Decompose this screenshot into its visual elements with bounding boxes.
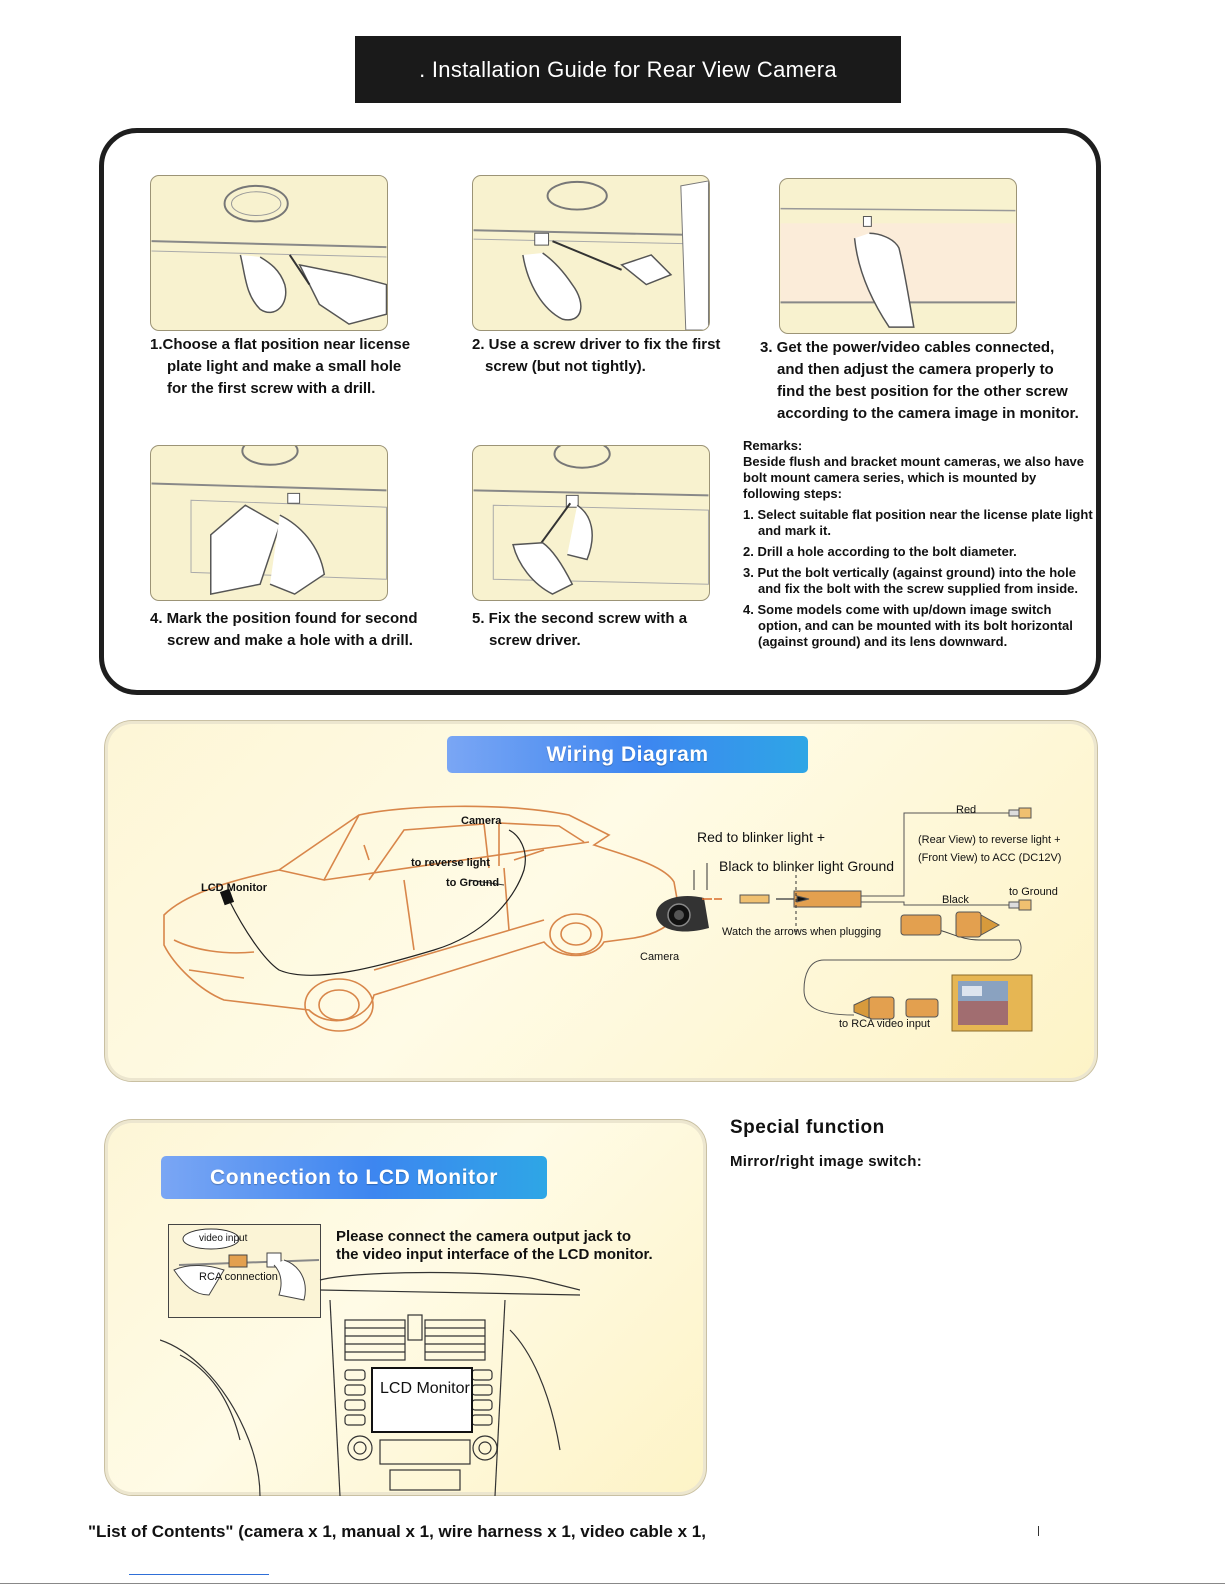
video-input-label: video input [199, 1233, 248, 1244]
remarks-item-3: 3. Put the bolt vertically (against ground) into the hole and fix the bolt with the screw supplied from inside. [743, 565, 1078, 596]
connection-line-1: Please connect the camera output jack to [336, 1228, 632, 1245]
fix-second-screw-illustration [473, 446, 709, 600]
step-2-caption [472, 334, 720, 378]
remarks-item-2: 2. Drill a hole according to the bolt diameter. [743, 544, 1017, 559]
rca-connector-lower [854, 997, 938, 1019]
page-mark [1038, 1526, 1039, 1536]
remarks-intro: Beside flush and bracket mount cameras, we also have bolt mount camera series, which is mounted by following steps: [743, 454, 1085, 501]
car-label-ground: to Ground [446, 877, 500, 889]
step-5-line-2: screw driver. [489, 632, 581, 649]
drill-second-hole-illustration [151, 446, 387, 600]
lcd-monitor-screen [372, 1368, 472, 1432]
page-title [355, 36, 901, 103]
lcd-monitor-label: LCD Monitor [380, 1380, 470, 1397]
wiring-diagram-title-text: Wiring Diagram [546, 742, 709, 766]
step-3-illustration [779, 178, 1017, 334]
camera-icon [656, 896, 709, 932]
step-2-line-1: 2. Use a screw driver to fix the first [472, 336, 721, 353]
car-label-reverse: to reverse light [411, 857, 490, 869]
adjust-camera-illustration [780, 179, 1016, 333]
screwdriver-illustration [473, 176, 709, 330]
page-title-text: . Installation Guide for Rear View Camera [419, 56, 837, 82]
label-rca-input: to RCA video input [839, 1018, 931, 1030]
connection-line-2: the video input interface of the LCD monitor. [336, 1246, 653, 1263]
footer-link-underline [129, 1574, 269, 1575]
remarks-item-4: 4. Some models come with up/down image switch option, and can be mounted with its bolt horizontal (against ground) and its lens downward. [743, 602, 1073, 649]
step-3-caption [760, 337, 1079, 425]
label-red-blinker: Red to blinker light + [697, 829, 826, 845]
connection-title [161, 1156, 547, 1199]
step-3-line-4: according to the camera image in monitor. [777, 405, 1079, 422]
label-camera: Camera [640, 951, 680, 963]
car-outline [164, 806, 679, 1031]
rca-connection-label: RCA connection [199, 1271, 278, 1283]
step-1-line-2: plate light and make a small hole [167, 358, 402, 375]
monitor-thumbnail [952, 975, 1032, 1031]
step-5-caption [472, 608, 687, 652]
step-3-line-1: 3. Get the power/video cables connected, [760, 339, 1055, 356]
step-1-caption [150, 334, 410, 400]
mirror-switch-label: Mirror/right image switch: [730, 1153, 922, 1170]
step-3-line-3: find the best position for the other screw [777, 383, 1068, 400]
step-4-illustration [150, 445, 388, 601]
special-function-title: Special function [730, 1117, 885, 1138]
remarks-title: Remarks: [743, 438, 803, 453]
list-of-contents: "List of Contents" (camera x 1, manual x 1, wire harness x 1, video cable x 1, [88, 1522, 706, 1541]
remarks-block [743, 438, 1095, 650]
dashboard-illustration [160, 1270, 580, 1496]
label-front-view: (Front View) to ACC (DC12V) [918, 852, 1062, 864]
car-label-monitor: LCD Monitor [201, 882, 267, 894]
step-4-caption [150, 608, 418, 652]
step-5-line-1: 5. Fix the second screw with a [472, 610, 688, 627]
remarks-item-1: 1. Select suitable flat position near the license plate light and mark it. [743, 507, 1093, 538]
step-4-line-2: screw and make a hole with a drill. [167, 632, 413, 649]
step-1-illustration [150, 175, 388, 331]
label-red: Red [956, 804, 977, 816]
label-rear-view: (Rear View) to reverse light + [918, 834, 1061, 846]
label-to-ground: to Ground [1009, 886, 1058, 898]
connection-instructions [336, 1228, 653, 1264]
step-1-line-3: for the first screw with a drill. [167, 380, 376, 397]
step-3-line-2: and then adjust the camera properly to [777, 361, 1054, 378]
label-black: Black [942, 894, 969, 906]
label-black-blinker: Black to blinker light Ground [719, 858, 895, 874]
step-4-line-1: 4. Mark the position found for second [150, 610, 418, 627]
label-arrows-note: Watch the arrows when plugging [722, 926, 882, 938]
step-1-line-1: 1.Choose a flat position near license [150, 336, 411, 353]
step-2-illustration [472, 175, 710, 331]
drill-illustration [151, 176, 387, 330]
footer-rule [0, 1583, 1225, 1584]
step-2-line-2: screw (but not tightly). [485, 358, 646, 375]
step-5-illustration [472, 445, 710, 601]
connection-title-text: Connection to LCD Monitor [210, 1165, 498, 1189]
car-label-camera: Camera [461, 815, 502, 827]
